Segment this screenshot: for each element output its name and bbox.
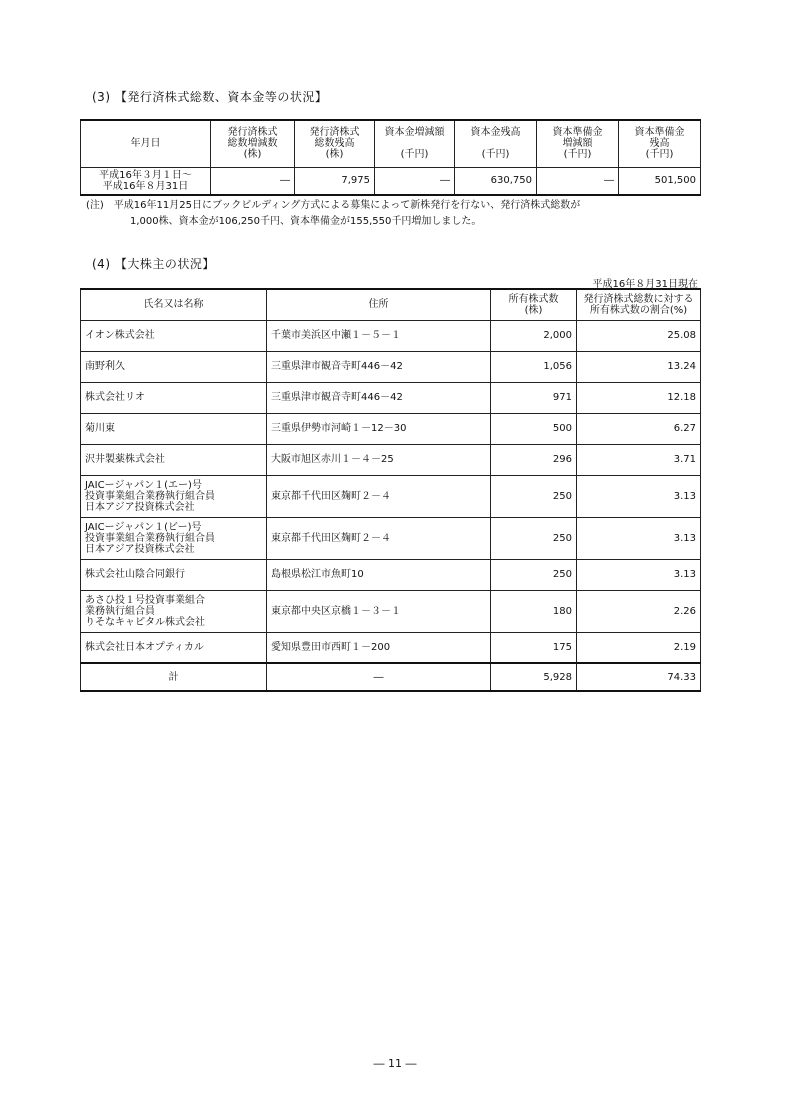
table-row (81, 444, 701, 475)
shareholder-ratio: 6.27 (577, 413, 701, 444)
header-capital-change: 資本金増減額 (千円) (375, 120, 455, 167)
header-shares: 所有株式数 (株) (491, 289, 577, 320)
shareholder-address: 東京都千代田区麹町２－４ (267, 517, 491, 559)
total-ratio: 74.33 (577, 663, 701, 691)
shareholder-shares: 296 (491, 444, 577, 475)
header-shares-change: 発行済株式 総数増減数 (株) (211, 120, 295, 167)
shareholder-address: 大阪市旭区赤川１－４－25 (267, 444, 491, 475)
header-reserve-balance: 資本準備金 残高 (千円) (619, 120, 701, 167)
section3-note-line1: (注) 平成16年11月25日にブックビルディング方式による募集によって新株発行を行ない、発行済株式総数が (86, 200, 581, 211)
shareholder-name: 株式会社山陰合同銀行 (81, 559, 267, 590)
table-row (81, 559, 701, 590)
row-shares-balance: 7,975 (295, 167, 375, 195)
shareholder-address: 三重県伊勢市河崎１－12－30 (267, 413, 491, 444)
row-reserve-balance: 501,500 (619, 167, 701, 195)
row-date: 平成16年３月１日～ 平成16年８月31日 (81, 167, 211, 195)
shareholder-ratio: 2.19 (577, 632, 701, 663)
section4-title: (4) 【大株主の状況】 (92, 257, 215, 271)
header-capital-balance: 資本金残高 (千円) (455, 120, 537, 167)
shareholder-name: JAICージャパン１(ビー)号 投資事業組合業務執行組合員 日本アジア投資株式会社 (81, 517, 267, 559)
shareholder-shares: 971 (491, 382, 577, 413)
as-of-date: 平成16年８月31日現在 (592, 279, 698, 290)
table-row (81, 382, 701, 413)
section3-title: (3) 【発行済株式総数、資本金等の状況】 (92, 90, 328, 104)
row-reserve-change: ― (537, 167, 619, 195)
shareholder-ratio: 3.13 (577, 475, 701, 517)
row-shares-change: ― (211, 167, 295, 195)
total-address: ― (267, 663, 491, 691)
table-row (81, 413, 701, 444)
shareholder-shares: 250 (491, 559, 577, 590)
row-capital-balance: 630,750 (455, 167, 537, 195)
shareholder-address: 島根県松江市魚町10 (267, 559, 491, 590)
shareholder-name: 株式会社リオ (81, 382, 267, 413)
major-shareholders-table (80, 288, 701, 692)
shareholder-name: 南野利久 (81, 351, 267, 382)
shareholder-shares: 250 (491, 517, 577, 559)
shareholder-shares: 250 (491, 475, 577, 517)
header-address: 住所 (267, 289, 491, 320)
page-number: ― 11 ― (373, 1057, 417, 1070)
shareholder-shares: 180 (491, 590, 577, 632)
capital-status-table (80, 119, 701, 196)
shareholder-address: 三重県津市観音寺町446－42 (267, 351, 491, 382)
table-row (81, 351, 701, 382)
header-reserve-change: 資本準備金 増減額 (千円) (537, 120, 619, 167)
shareholder-address: 愛知県豊田市西町１－200 (267, 632, 491, 663)
shareholder-shares: 175 (491, 632, 577, 663)
shareholder-shares: 2,000 (491, 320, 577, 351)
table-row (81, 517, 701, 559)
shareholder-shares: 500 (491, 413, 577, 444)
shareholder-ratio: 12.18 (577, 382, 701, 413)
table-row (81, 632, 701, 663)
shareholders-header (81, 289, 701, 320)
shareholder-name: 菊川東 (81, 413, 267, 444)
shareholder-address: 三重県津市観音寺町446－42 (267, 382, 491, 413)
shareholder-shares: 1,056 (491, 351, 577, 382)
header-shares-balance: 発行済株式 総数残高 (株) (295, 120, 375, 167)
shareholder-ratio: 2.26 (577, 590, 701, 632)
total-label: 計 (81, 663, 267, 691)
shareholder-ratio: 3.71 (577, 444, 701, 475)
header-name: 氏名又は名称 (81, 289, 267, 320)
total-row (81, 663, 701, 691)
capital-table-header (81, 120, 701, 167)
shareholder-ratio: 13.24 (577, 351, 701, 382)
capital-table-row (81, 167, 701, 195)
shareholder-address: 東京都中央区京橋１－３－１ (267, 590, 491, 632)
table-row (81, 590, 701, 632)
row-capital-change: ― (375, 167, 455, 195)
total-shares: 5,928 (491, 663, 577, 691)
table-row (81, 320, 701, 351)
table-row (81, 475, 701, 517)
shareholder-name: 株式会社日本オプティカル (81, 632, 267, 663)
shareholder-name: JAICージャパン１(エー)号 投資事業組合業務執行組合員 日本アジア投資株式会社 (81, 475, 267, 517)
shareholder-address: 東京都千代田区麹町２－４ (267, 475, 491, 517)
shareholder-name: 沢井製薬株式会社 (81, 444, 267, 475)
shareholder-ratio: 3.13 (577, 559, 701, 590)
header-date: 年月日 (81, 120, 211, 167)
header-ratio: 発行済株式総数に対する 所有株式数の割合(%) (577, 289, 701, 320)
shareholder-address: 千葉市美浜区中瀬１－５－１ (267, 320, 491, 351)
shareholder-ratio: 25.08 (577, 320, 701, 351)
shareholder-name: イオン株式会社 (81, 320, 267, 351)
shareholder-ratio: 3.13 (577, 517, 701, 559)
section3-note-line2: 1,000株、資本金が106,250千円、資本準備金が155,550千円増加しました。 (130, 216, 482, 227)
shareholder-name: あさひ投１号投資事業組合 業務執行組合員 りそなキャピタル株式会社 (81, 590, 267, 632)
